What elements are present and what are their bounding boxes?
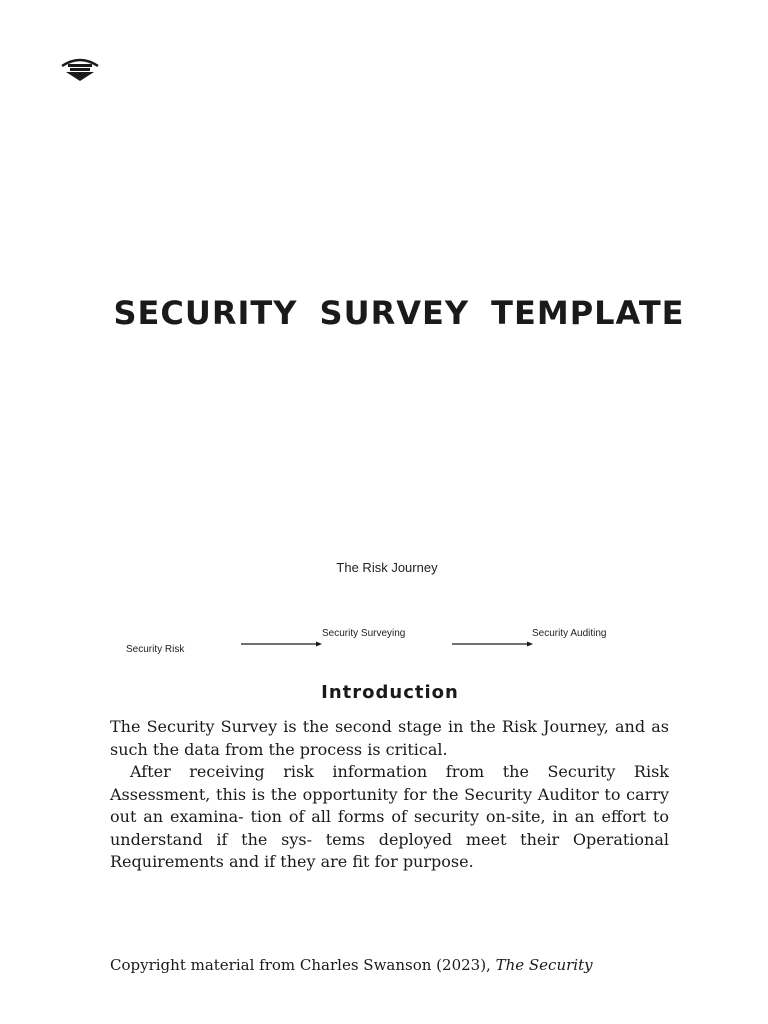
introduction-paragraph: After receiving risk information from the Security Risk Assessment, this is the opportunity for the Security Auditor to carry out an examina- tion of all forms of security on-site, in an effort to understand if the sys- tems deployed meet their Operational Requirements and if they are fit for purpose.: [110, 762, 669, 871]
arrowhead-surveying-to-auditing: [527, 642, 533, 647]
copyright-footer: [110, 956, 593, 974]
arrowhead-risk-to-surveying: [316, 642, 322, 647]
stage-security-risk: Security Risk: [126, 644, 185, 655]
stage-security-auditing: Security Auditing: [532, 628, 607, 639]
introduction-paragraph: The Security Survey is the second stage in the Risk Journey, and as such the data from the process is critical.: [110, 717, 669, 759]
introduction-body: [110, 716, 669, 874]
risk-journey-caption: The Risk Journey: [336, 560, 438, 575]
stage-security-surveying: Security Surveying: [322, 628, 406, 639]
introduction-heading: Introduction: [321, 682, 459, 703]
publisher-logo-icon: [58, 52, 102, 84]
document-title: SECURITY SURVEY TEMPLATE: [113, 294, 685, 332]
copyright-text: Copyright material from Charles Swanson (2023),: [110, 956, 496, 974]
risk-journey-diagram: [0, 620, 768, 670]
book-title: The Security: [495, 956, 593, 974]
